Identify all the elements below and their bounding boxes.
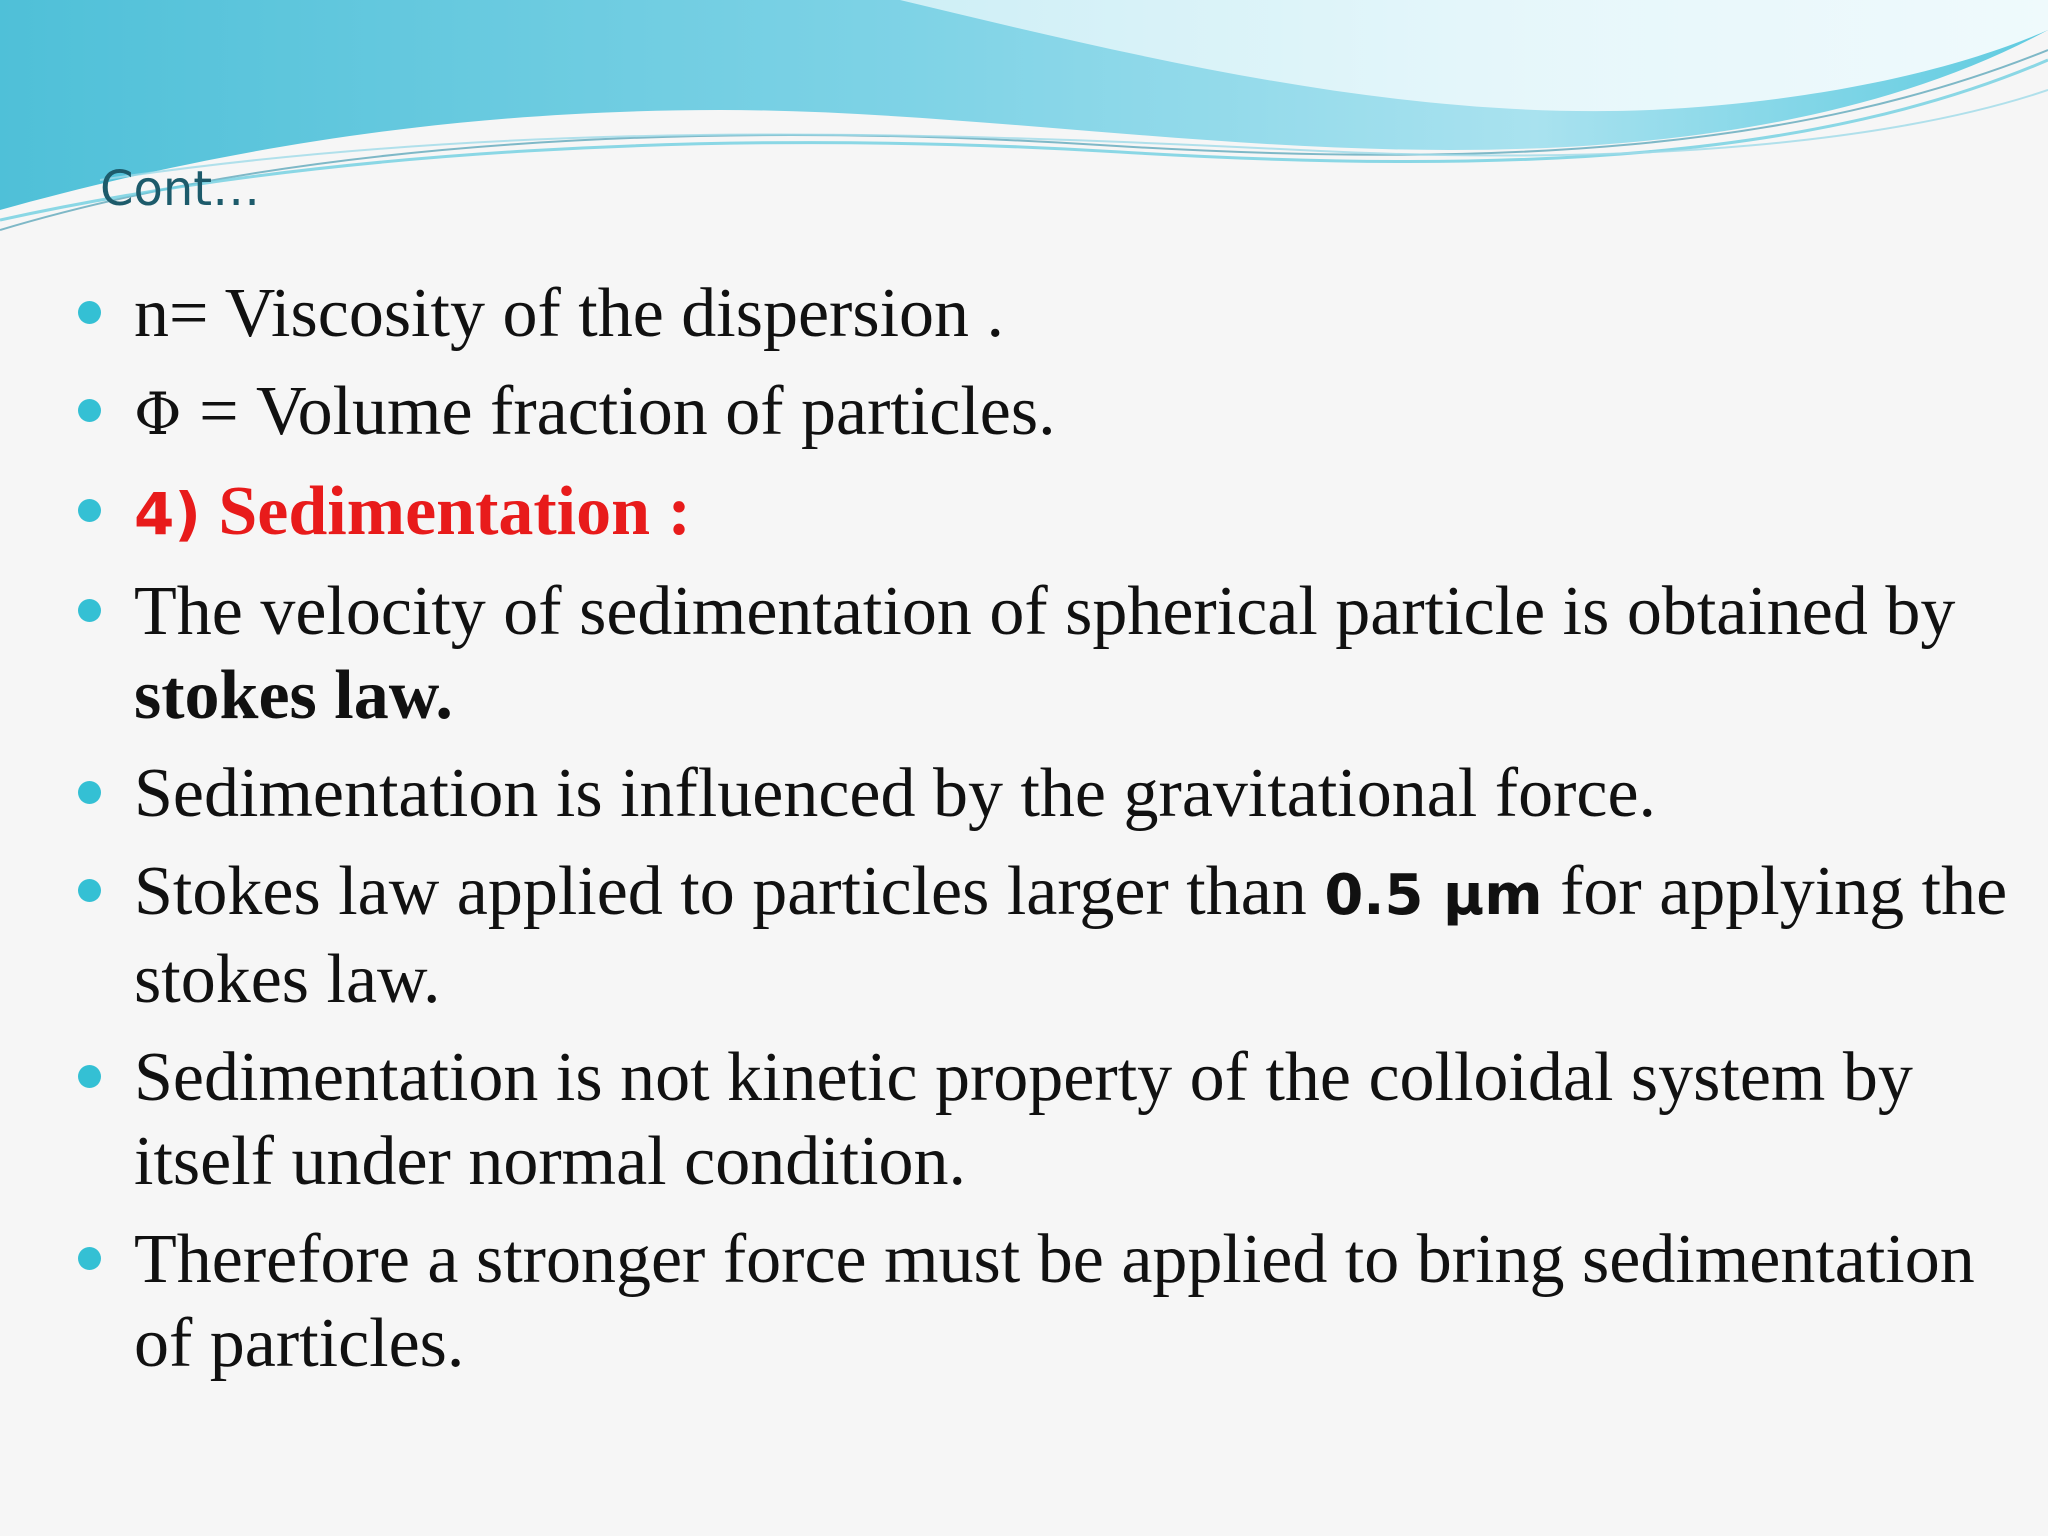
bullet-dot-icon [78,879,101,902]
section-heading: Sedimentation : [200,473,691,550]
bullet-dot-icon [78,499,101,522]
bullet-dot-icon [78,1065,101,1088]
stokes-law-emphasis: stokes law. [134,657,453,734]
bullet-gravitational [72,752,2032,836]
bullet-viscosity-text: n= Viscosity of the dispersion . [134,275,1005,352]
bullet-particle-size [72,850,2032,1022]
bullet-list [72,272,2032,1400]
bullet-kinetic-property-text: Sedimentation is not kinetic property of the colloidal system by itself under normal condition. [134,1039,1913,1200]
bullet-volume-fraction-text: = Volume fraction of particles. [181,373,1056,450]
slide-title: Cont… [100,161,261,217]
header-wave-decoration [0,0,2048,240]
section-number: 4) [134,480,201,548]
bullet-velocity [72,570,2032,738]
bullet-volume-fraction [72,370,2032,456]
bullet-sedimentation-heading [72,470,2032,556]
bullet-gravitational-text: Sedimentation is influenced by the gravitational force. [134,755,1657,832]
bullet-dot-icon [78,781,101,804]
bullet-dot-icon [78,399,101,422]
bullet-dot-icon [78,301,101,324]
bullet-velocity-text: The velocity of sedimentation of spherical particle is obtained by [134,573,1956,650]
particle-size-value: 0.5 μm [1324,863,1543,928]
bullet-dot-icon [78,1247,101,1270]
bullet-stronger-force-text: Therefore a stronger force must be applied to bring sedimentation of particles. [134,1221,1975,1382]
bullet-dot-icon [78,599,101,622]
bullet-viscosity [72,272,2032,356]
bullet-kinetic-property [72,1036,2032,1204]
bullet-particle-size-tail: for applying the stokes law. [134,853,2008,1018]
bullet-stronger-force [72,1218,2032,1386]
bullet-particle-size-text: Stokes law applied to particles larger than [134,853,1325,930]
phi-symbol: Φ [134,380,182,448]
